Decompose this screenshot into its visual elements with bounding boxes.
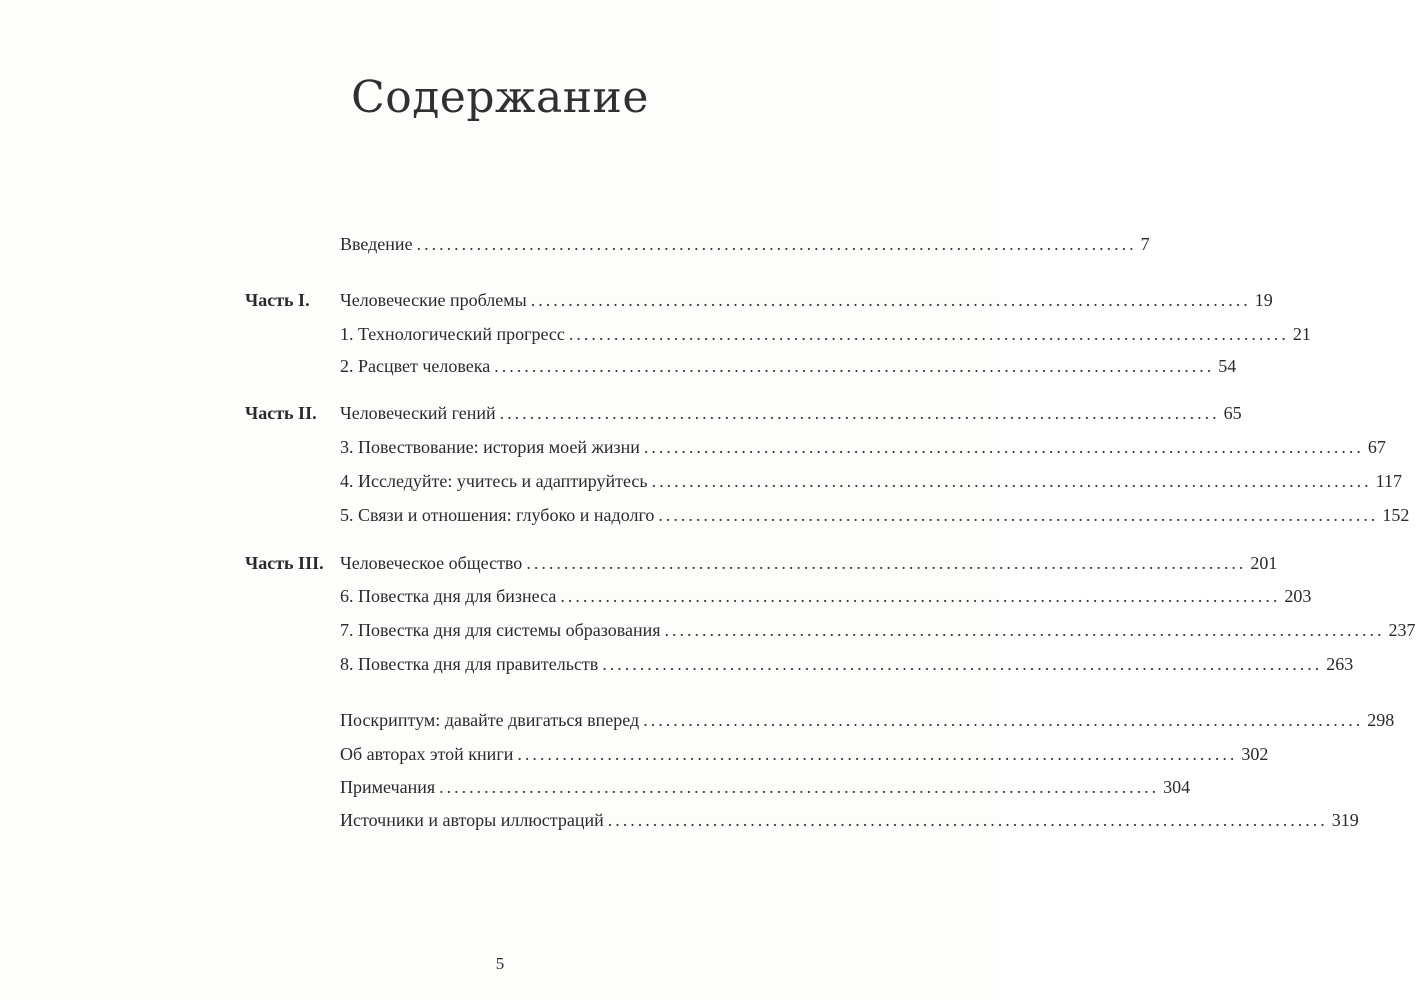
- toc-entry-title: 1. Технологический прогресс: [340, 324, 565, 344]
- toc-entry: [340, 615, 1416, 645]
- toc-entry-title: Поскриптум: давайте двигаться вперед: [340, 710, 640, 730]
- toc-entry-page: 304: [1163, 777, 1191, 797]
- toc-entry: [340, 432, 1386, 462]
- toc-entry-title: 5. Связи и отношения: глубоко и надолго: [340, 505, 655, 525]
- toc-entry: [340, 398, 1242, 428]
- toc-entry-title: Примечания: [340, 777, 436, 797]
- page-number: 5: [495, 954, 505, 973]
- toc-entry-title: Источники и авторы иллюстраций: [340, 810, 604, 830]
- toc-entry-page: 319: [1331, 810, 1359, 830]
- toc-entry: [340, 548, 1278, 578]
- dot-leader: ................................................................................................: [560, 586, 1281, 606]
- toc-entry: [340, 649, 1354, 679]
- toc-entry: [340, 285, 1273, 315]
- toc-entry-title: Введение: [340, 234, 413, 254]
- toc-entry-title: 6. Повестка дня для бизнеса: [340, 586, 557, 606]
- toc-entry: [340, 805, 1359, 835]
- toc-entry-page: 21: [1292, 324, 1311, 344]
- dot-leader: ................................................................................................: [607, 810, 1328, 830]
- toc-entry-page: 302: [1241, 744, 1269, 764]
- toc-entry-title: Человеческие проблемы: [340, 290, 527, 310]
- toc-entry-page: 152: [1382, 505, 1410, 525]
- dot-leader: ................................................................................................: [643, 437, 1364, 457]
- toc-entry-title: Человеческий гений: [340, 403, 496, 423]
- toc-entry-page: 117: [1375, 471, 1402, 491]
- dot-leader: ................................................................................................: [658, 505, 1379, 525]
- toc-entry: [340, 351, 1237, 381]
- toc-entry-page: 201: [1250, 553, 1278, 573]
- part-label: Часть I.: [245, 290, 310, 310]
- dot-leader: ................................................................................................: [517, 744, 1238, 764]
- dot-leader: ................................................................................................: [568, 324, 1289, 344]
- toc-entry-title: 8. Повестка дня для правительств: [340, 654, 599, 674]
- toc-entry-page: 65: [1223, 403, 1242, 423]
- toc-entry-page: 54: [1218, 356, 1237, 376]
- dot-leader: ................................................................................................: [526, 553, 1247, 573]
- toc-entry: [340, 319, 1311, 349]
- dot-leader: ................................................................................................: [664, 620, 1385, 640]
- dot-leader: ................................................................................................: [643, 710, 1364, 730]
- toc-entry-title: Об авторах этой книги: [340, 744, 514, 764]
- toc-entry-page: 67: [1367, 437, 1386, 457]
- toc-entry: [340, 705, 1395, 735]
- part-label: Часть III.: [245, 553, 324, 573]
- part-label: Часть II.: [245, 403, 317, 423]
- toc-entry-title: Человеческое общество: [340, 553, 523, 573]
- dot-leader: ................................................................................................: [416, 234, 1137, 254]
- dot-leader: ................................................................................................: [494, 356, 1215, 376]
- toc-entry: [340, 739, 1269, 769]
- toc-entry: [340, 772, 1191, 802]
- toc-entry: [340, 581, 1312, 611]
- dot-leader: ................................................................................................: [499, 403, 1220, 423]
- toc-entry-page: 263: [1326, 654, 1354, 674]
- dot-leader: ................................................................................................: [530, 290, 1251, 310]
- toc-entry-title: 2. Расцвет человека: [340, 356, 491, 376]
- toc-entry-page: 7: [1140, 234, 1150, 254]
- toc-entry-page: 203: [1284, 586, 1312, 606]
- toc-entry: [340, 229, 1150, 259]
- page-title: Содержание: [351, 72, 649, 123]
- dot-leader: ................................................................................................: [651, 471, 1372, 491]
- toc-entry-page: 19: [1254, 290, 1273, 310]
- toc-entry: [340, 500, 1410, 530]
- toc-entry-title: 3. Повествование: история моей жизни: [340, 437, 640, 457]
- toc-entry-title: 4. Исследуйте: учитесь и адаптируйтесь: [340, 471, 648, 491]
- dot-leader: ................................................................................................: [602, 654, 1323, 674]
- toc-entry-title: 7. Повестка дня для системы образования: [340, 620, 661, 640]
- toc-entry-page: 298: [1367, 710, 1395, 730]
- dot-leader: ................................................................................................: [439, 777, 1160, 797]
- toc-entry-page: 237: [1388, 620, 1416, 640]
- toc-entry: [340, 466, 1402, 496]
